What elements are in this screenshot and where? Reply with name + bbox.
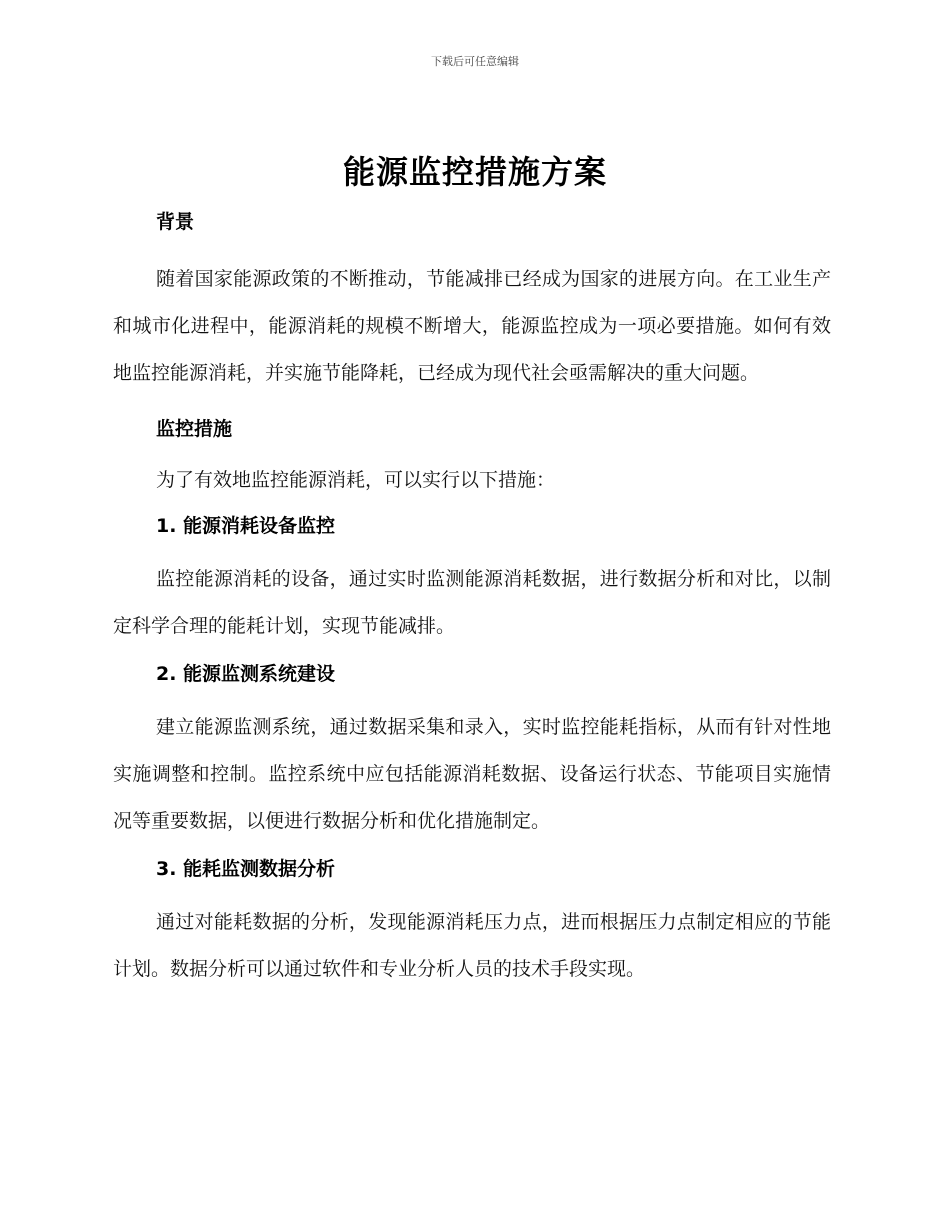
document-title: 能源监控措施方案 xyxy=(342,153,607,191)
paragraph-item-2: 建立能源监测系统，通过数据采集和录入，实时监控能耗指标，从而有针对性地实施调整和控制。监控系统中应包括能源消耗数据、设备运行状态、节能项目实施情况等重要数据，以便进行数据分析和优化措施制定。 xyxy=(113,716,831,832)
section-heading-background: 背景 xyxy=(156,211,195,233)
paragraph-measures-intro: 为了有效地监控能源消耗，可以实行以下措施： xyxy=(156,469,556,491)
paragraph-background: 随着国家能源政策的不断推动，节能减排已经成为国家的进展方向。在工业生产和城市化进程中，能源消耗的规模不断增大，能源监控成为一项必要措施。如何有效地监控能源消耗，并实施节能降耗，已经成为现代社会亟需解决的重大问题。 xyxy=(113,268,831,384)
paragraph-item-3: 通过对能耗数据的分析，发现能源消耗压力点，进而根据压力点制定相应的节能计划。数据分析可以通过软件和专业分析人员的技术手段实现。 xyxy=(113,911,831,980)
paragraph-item-1: 监控能源消耗的设备，通过实时监测能源消耗数据，进行数据分析和对比，以制定科学合理的能耗计划，实现节能减排。 xyxy=(113,568,831,637)
page-header-note: 下载后可任意编辑 xyxy=(431,55,519,68)
document-body xyxy=(113,204,831,993)
subsection-heading-2: 2. 能源监测系统建设 xyxy=(156,663,336,685)
subsection-heading-3: 3. 能耗监测数据分析 xyxy=(156,858,336,880)
subsection-heading-1: 1. 能源消耗设备监控 xyxy=(156,515,336,537)
section-heading-measures: 监控措施 xyxy=(156,418,233,440)
